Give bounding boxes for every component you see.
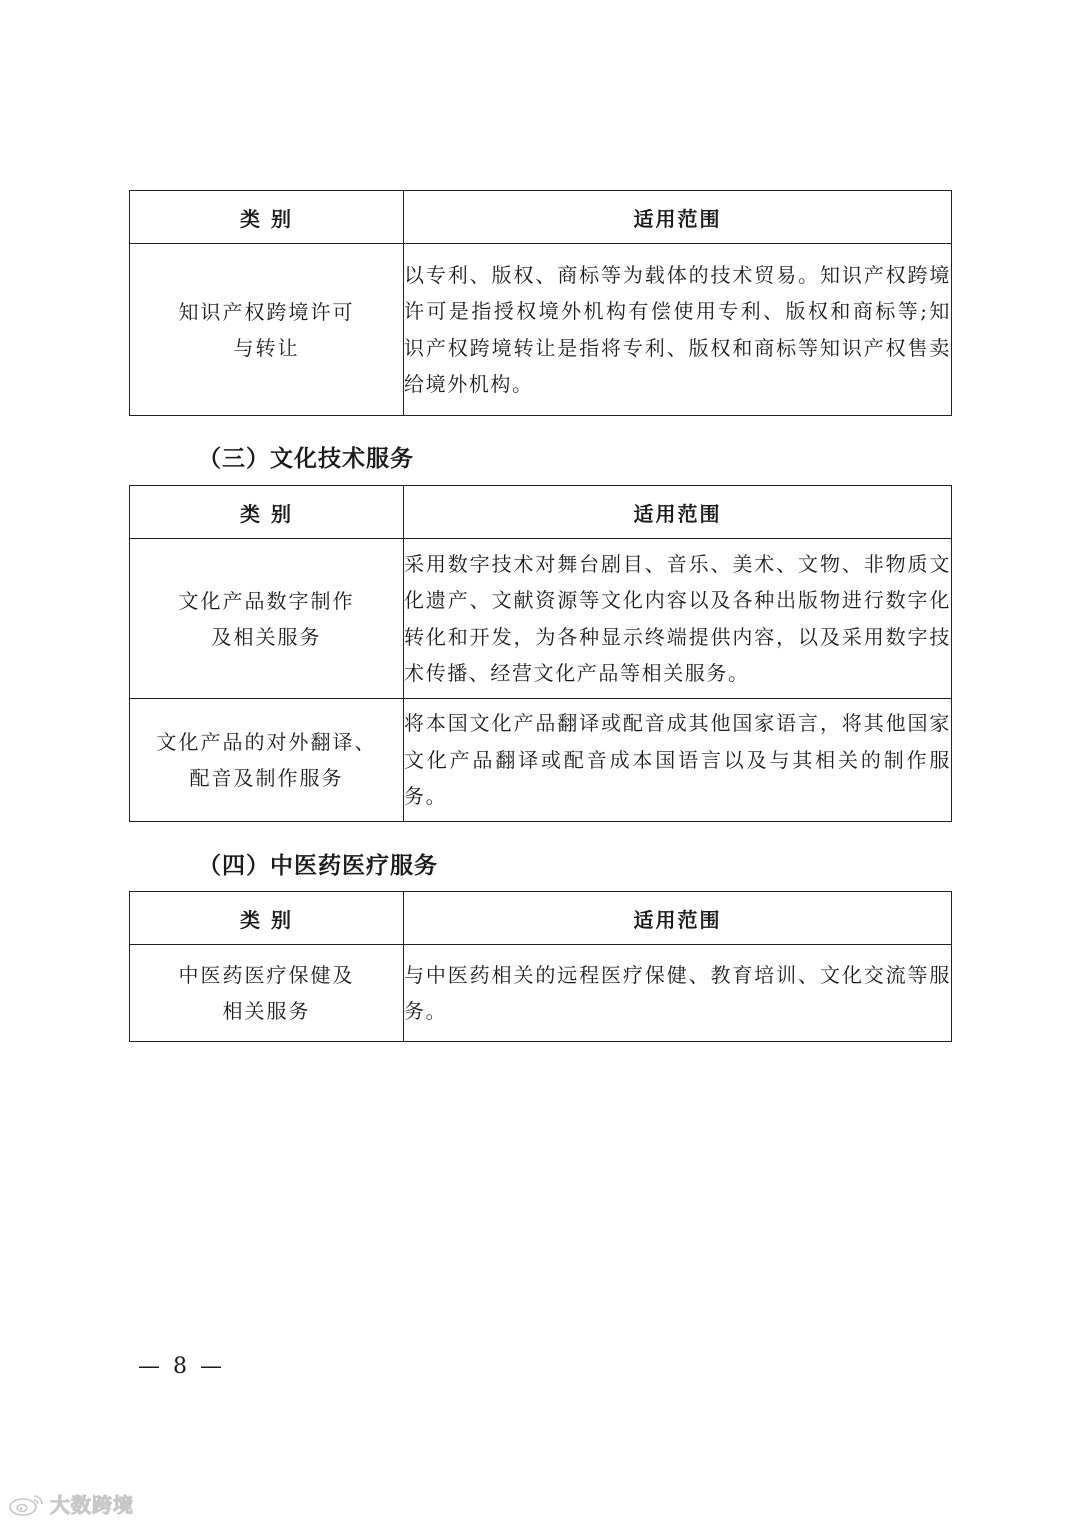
scope-header: 适用范围 [404,486,952,539]
category-line: 及相关服务 [211,624,322,649]
table-header-row [130,486,952,539]
watermark [8,1489,134,1518]
section-heading-culture: （三）文化技术服务 [198,446,414,472]
category-line: 文化产品的对外翻译、 [156,730,377,754]
table-row [130,244,952,416]
ip-services-table [129,190,952,416]
category-header: 类 别 [130,486,404,539]
scope-cell: 与中医药相关的远程医疗保健、教育培训、文化交流等服务。 [404,945,952,1042]
tcm-services-table [129,891,952,1042]
category-line: 知识产权跨境许可 [178,299,355,324]
table-header-row [130,892,952,945]
table-row [130,699,952,822]
scope-cell: 采用数字技术对舞台剧目、音乐、美术、文物、非物质文化遗产、文献资源等文化内容以及各种出版物进行数字化转化和开发，为各种显示终端提供内容，以及采用数字技术传播、经营文化产品等相关服务。 [404,539,952,699]
scope-header: 适用范围 [404,191,952,244]
category-cell [130,539,404,699]
category-line: 文化产品数字制作 [178,588,355,613]
watermark-text: 大数跨境 [50,1493,134,1517]
scope-header: 适用范围 [404,892,952,945]
category-header: 类 别 [130,892,404,945]
category-line: 与转让 [233,335,300,360]
page-number: — 8 — [138,1354,225,1379]
category-line: 中医药医疗保健及 [178,963,355,987]
category-header: 类 别 [130,191,404,244]
weibo-logo-icon [8,1492,46,1516]
category-cell [130,699,404,822]
category-cell [130,945,404,1042]
category-cell [130,244,404,416]
culture-services-table [129,485,952,822]
scope-cell: 以专利、版权、商标等为载体的技术贸易。知识产权跨境许可是指授权境外机构有偿使用专利、版权和商标等;知识产权跨境转让是指将专利、版权和商标等知识产权售卖给境外机构。 [404,244,952,416]
section-heading-tcm: （四）中医药医疗服务 [198,853,438,879]
table-row [130,945,952,1042]
category-line: 相关服务 [222,999,311,1023]
table-row [130,539,952,699]
scope-cell: 将本国文化产品翻译或配音成其他国家语言，将其他国家文化产品翻译或配音成本国语言以及与其相关的制作服务。 [404,699,952,822]
table-header-row [130,191,952,244]
category-line: 配音及制作服务 [189,766,344,790]
